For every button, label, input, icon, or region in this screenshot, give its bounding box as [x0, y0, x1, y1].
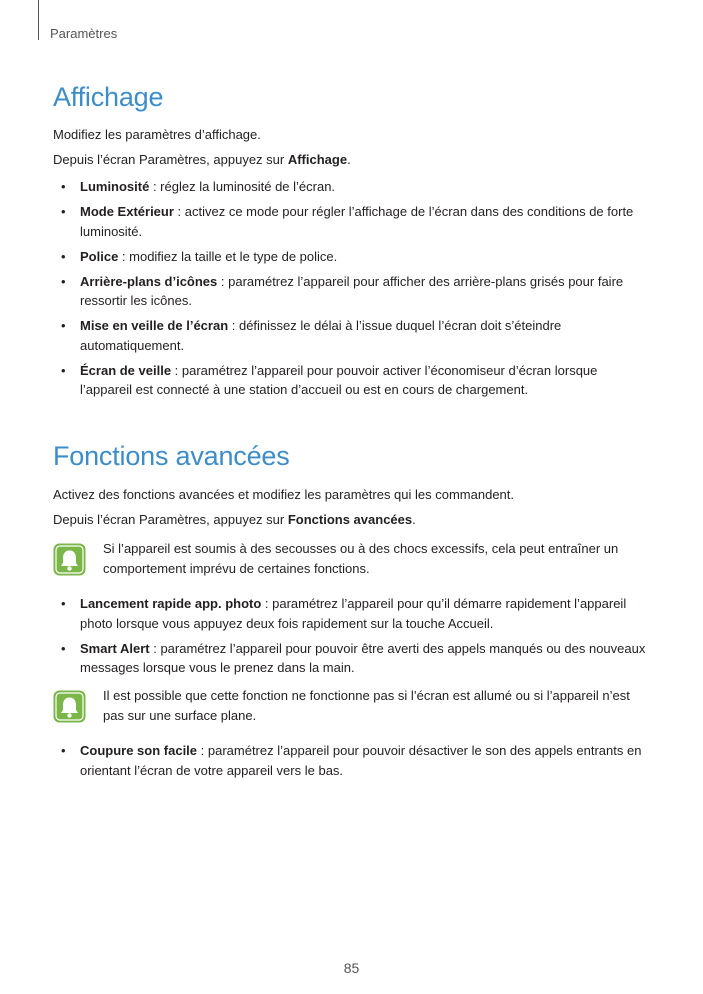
- option-term: Luminosité: [80, 179, 150, 194]
- page-number: 85: [343, 960, 360, 976]
- section-path: [53, 510, 653, 530]
- section-title-fonctions-avancees: Fonctions avancées: [53, 441, 290, 471]
- path-suffix: .: [412, 512, 416, 527]
- option-desc: : définissez le délai à l’issue duquel l’écran doit s’éteindre automatiquement.: [80, 318, 562, 353]
- option-desc: : activez ce mode pour régler l’affichage de l’écran dans des conditions de forte luminosité.: [80, 204, 634, 239]
- path-prefix: Depuis l’écran Paramètres, appuyez sur: [53, 512, 288, 527]
- running-header: Paramètres: [50, 26, 118, 41]
- path-suffix: .: [347, 152, 351, 167]
- bullet: •: [61, 596, 66, 611]
- path-menu-name: Fonctions avancées: [287, 512, 413, 527]
- list-item: [53, 639, 653, 678]
- affichage-options-list: [53, 177, 653, 405]
- option-desc: : modifiez la taille et le type de police.: [118, 248, 338, 264]
- note-text: Si l’appareil est soumis à des secousses ou à des chocs excessifs, cela peut entraîner un comportement imprévu de certaines fonctions.: [103, 541, 619, 576]
- caution-note: [53, 539, 653, 584]
- bullet: •: [61, 318, 66, 333]
- path-menu-name: Affichage: [287, 152, 348, 167]
- section-title-affichage: Affichage: [53, 82, 164, 112]
- option-desc: : paramétrez l’appareil pour pouvoir activer l’économiseur d’écran lorsque l’appareil est connecté à une station d’accueil ou est en cours de chargement.: [80, 362, 598, 397]
- list-item: [53, 247, 653, 267]
- option-desc: : paramétrez l’appareil pour qu’il démarre rapidement l’appareil photo lorsque vous appuyez deux fois rapidement sur la touche Accueil.: [80, 596, 627, 631]
- option-term: Écran de veille: [80, 362, 172, 378]
- option-desc: : réglez la luminosité de l’écran.: [149, 179, 336, 194]
- list-item: [53, 361, 653, 400]
- list-item: [53, 272, 653, 311]
- list-item: [53, 202, 653, 241]
- option-term: Police: [80, 248, 119, 264]
- bullet: •: [61, 204, 66, 219]
- option-desc: : paramétrez l’appareil pour pouvoir être averti des appels manqués ou des nouveaux messages lorsque vous le prenez dans la main.: [80, 640, 646, 675]
- list-item: [53, 177, 653, 197]
- section-intro: Activez des fonctions avancées et modifiez les paramètres qui les commandent.: [53, 487, 515, 502]
- header-rule: [38, 0, 39, 40]
- option-desc: : paramétrez l’appareil pour afficher des arrière-plans grisés pour faire ressortir les icônes.: [80, 273, 624, 308]
- fonctions-options-list-b: [53, 741, 653, 786]
- fonctions-options-list-a: [53, 594, 653, 683]
- note-text: Il est possible que cette fonction ne fonctionne pas si l’écran est allumé ou si l’appareil n’est pas sur une surface plane.: [103, 688, 630, 723]
- list-item: [53, 594, 653, 633]
- list-item: [53, 316, 653, 355]
- bell-notice-icon: [53, 690, 86, 723]
- bullet: •: [61, 743, 66, 758]
- option-term: Mode Extérieur: [80, 204, 174, 219]
- option-term: Smart Alert: [80, 640, 150, 656]
- option-term: Arrière-plans d’icônes: [80, 273, 218, 289]
- path-prefix: Depuis l’écran Paramètres, appuyez sur: [53, 152, 288, 167]
- option-term: Coupure son facile: [80, 743, 198, 758]
- list-item: [53, 741, 653, 780]
- section-path: [53, 150, 653, 170]
- section-intro: Modifiez les paramètres d’affichage.: [53, 127, 261, 142]
- caution-note: [53, 686, 653, 731]
- option-term: Lancement rapide app. photo: [80, 596, 262, 611]
- option-term: Mise en veille de l’écran: [80, 318, 229, 333]
- bullet: •: [61, 273, 66, 289]
- option-desc: : paramétrez l’appareil pour pouvoir désactiver le son des appels entrants en orientant l’écran de votre appareil vers le bas.: [80, 743, 642, 778]
- bell-notice-icon: [53, 543, 86, 576]
- bullet: •: [61, 362, 66, 378]
- bullet: •: [61, 640, 66, 656]
- bullet: •: [61, 248, 66, 264]
- bullet: •: [61, 179, 66, 194]
